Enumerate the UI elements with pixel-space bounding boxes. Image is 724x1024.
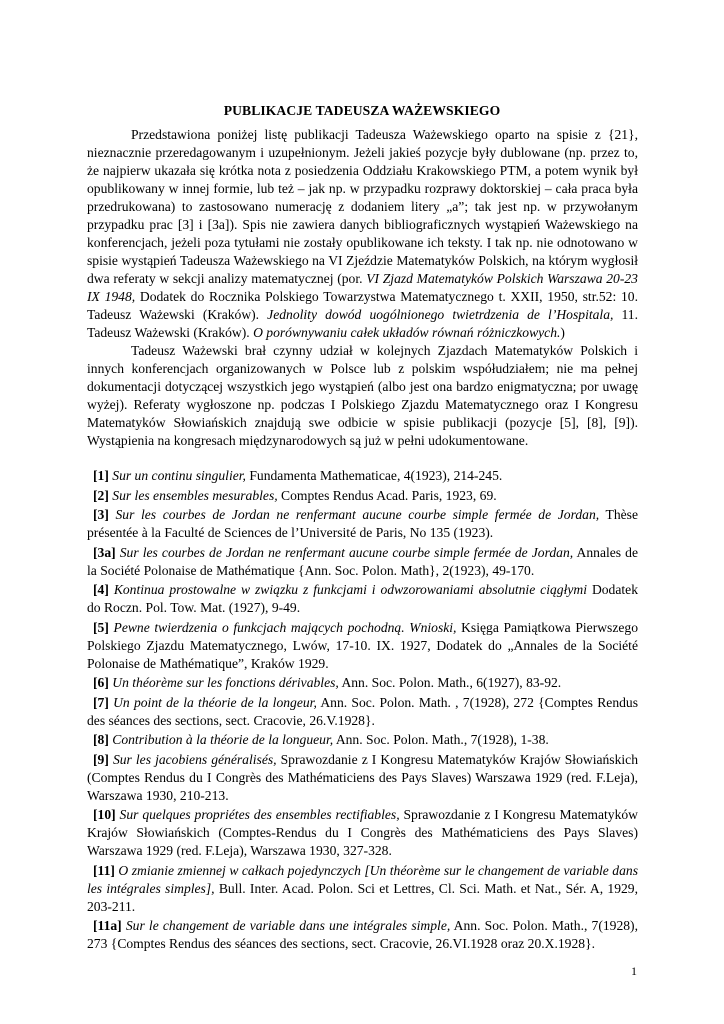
- publication-entry: [87, 487, 638, 505]
- publication-entry: [87, 506, 638, 542]
- publication-title: Un théorème sur les fonctions dérivables,: [112, 675, 339, 690]
- intro-talk-title: Jednolity dowód uogólnionego twietrdzenia de l’Hospitala,: [267, 307, 614, 322]
- publication-source: Fundamenta Mathematicae, 4(1923), 214-245.: [245, 468, 503, 483]
- publication-number: [3a]: [93, 544, 116, 560]
- intro-text: Przedstawiona poniżej listę publikacji Tadeusza Ważewskiego oparto na spisie z {21}, nieznacznie przeredagowanym i uzupełnionym. Jeżeli jakieś pozycje były dublowane (np. przez to, że najpierw ukazała się krótka nota z posiedzenia Oddziału Krakowskiego PTM, a potem wynik był opublikowany w innej formie, lub też – jak np. w przypadku rozprawy doktorskiej – cała praca była przedrukowana) to zastosowano numerację z dodaniem litery „a”; tak jest np. w przywołanym przypadku prac [3] i [3a]). Spis nie zawiera danych bibliograficznych wystąpień Ważewskiego na konferencjach, jeżeli poza tytułami nie zostały opublikowane ich teksty. I tak np. nie odnotowano w spisie wystąpień Tadeusza Ważewskiego na VI Zjeździe Matematyków Polskich, na którym wygłosił dwa referaty w sekcji analizy matematycznej (por.: [87, 127, 638, 286]
- intro-paragraph-1: [87, 126, 638, 342]
- publication-list: [87, 467, 638, 955]
- publication-source: Księga Pamiątkowa Pierwszego Polskiego Zjazdu Matematycznego, Lwów, 17-10. IX. 1927, Dodatek do „Annales de la Société Polonaise de Mathématique”, Kraków 1929.: [87, 619, 639, 671]
- publication-entry: [87, 806, 638, 860]
- publication-title: Contribution à la théorie de la longueur,: [112, 732, 334, 747]
- publication-number: [4]: [93, 582, 109, 597]
- publication-title: Sur les courbes de Jordan ne renfermant aucune courbe simple fermée de Jordan,: [115, 507, 600, 522]
- publication-entry: [87, 544, 638, 580]
- publication-source: Ann. Soc. Polon. Math., 6(1927), 83-92.: [338, 675, 562, 690]
- publication-source: Ann. Soc. Polon. Math. , 7(1928), 272 {Comptes Rendus des séances des sections, sect. Cracovie, 26.V.1928}.: [87, 694, 638, 728]
- intro-talk-title: O porównywaniu całek układów równań różniczkowych.: [253, 325, 561, 340]
- page-title: PUBLIKACJE TADEUSZA WAŻEWSKIEGO: [223, 103, 501, 118]
- publication-title: Pewne twierdzenia o funkcjach mających pochodną. Wnioski,: [113, 619, 457, 635]
- publication-source: Annales de la Société Polonaise de Mathématique {Ann. Soc. Polon. Math}, 2(1923), 49-170.: [87, 544, 638, 578]
- publication-source: Ann. Soc. Polon. Math., 7(1928), 1-38.: [333, 732, 549, 747]
- publication-title: Sur quelques propriétes des ensembles rectifiables,: [119, 807, 400, 822]
- introduction: [87, 126, 638, 450]
- publication-entry: [87, 694, 638, 730]
- publication-entry: [87, 751, 638, 805]
- publication-entry: [87, 619, 638, 673]
- publication-number: [2]: [93, 487, 109, 503]
- publication-source: Bull. Inter. Acad. Polon. Sci et Lettres, Cl. Sci. Math. et Nat., Sér. A, 1929, 203-211.: [87, 880, 638, 914]
- publication-entry: [87, 917, 638, 953]
- publication-source: Thèse présentée à la Faculté de Sciences de l’Université de Paris, No 135 (1923).: [87, 507, 638, 540]
- intro-text: 11. Tadeusz Ważewski (Kraków).: [87, 307, 638, 340]
- publication-title: Kontinua prostowalne w związku z funkcjami i odwzorowaniami absolutnie ciągłymi: [113, 582, 587, 597]
- publication-source: Dodatek do Roczn. Pol. Tow. Mat. (1927), 9-49.: [87, 582, 638, 615]
- intro-text: Dodatek do Rocznika Polskiego Towarzystwa Matematycznego t. XXII, 1950, str.52: 10. Tadeusz Ważewski (Kraków).: [87, 289, 638, 322]
- publication-number: [11a]: [93, 918, 122, 933]
- publication-source: Ann. Soc. Polon. Math., 7(1928), 273 {Comptes Rendus des séances des sections, sect. Cracovie, 26.VI.1928 oraz 20.X.1928}.: [87, 918, 638, 951]
- publication-number: [5]: [93, 619, 109, 635]
- publication-source: Sprawozdanie z I Kongresu Matematyków Krajów Słowiańskich (Comptes Rendus du I Congrès des Mathématiciens des Pays Slaves) Warszawa 1929 (red. F.Leja), Warszawa 1930, 210-213.: [87, 751, 638, 803]
- publication-number: [10]: [93, 807, 116, 822]
- publication-title: Sur les ensembles mesurables,: [112, 487, 278, 503]
- publication-number: [6]: [93, 675, 109, 690]
- publication-source: Sprawozdanie z I Kongresu Matematyków Krajów Słowiańskich (Comptes-Rendus du I Congrès des Mathématiciens des Pays Slaves) Warszawa 1929 (red. F.Leja), Warszawa 1930, 327-328.: [87, 807, 638, 858]
- publication-number: [11]: [93, 862, 115, 878]
- publication-title: Un point de la théorie de la longeur,: [113, 694, 317, 710]
- publication-entry: [87, 731, 638, 749]
- publication-title: O zmianie zmiennej w całkach pojedynczych [Un théorème sur le changement de variable dans les intégrales simples],: [87, 862, 638, 896]
- publication-entry: [87, 581, 638, 617]
- publication-title: Sur un continu singulier,: [112, 468, 246, 483]
- publication-entry: [87, 674, 638, 692]
- intro-text: ): [560, 325, 565, 340]
- publication-number: [9]: [93, 751, 109, 767]
- publication-source: Comptes Rendus Acad. Paris, 1923, 69.: [277, 487, 497, 503]
- publication-number: [1]: [93, 468, 109, 483]
- publication-number: [3]: [93, 507, 109, 522]
- publication-entry: [87, 862, 638, 916]
- intro-paragraph-2: Tadeusz Ważewski brał czynny udział w kolejnych Zjazdach Matematyków Polskich i innych konferencjach organizowanych w Polsce lub z polskim współudziałem; nie ma pełnej dokumentacji dotyczącej wszystkich jego wystąpień (albo jest ona bardzo enigmatyczna; por uwagę wyżej). Referaty wygłoszone np. podczas I Polskiego Zjazdu Matematycznego oraz I Kongresu Matematyków Słowiańskich znajdują swe odbicie w spisie publikacji (pozycje [5], [8], [9]). Wystąpienia na kongresach międzynarodowych są już w pełni udokumentowane.: [87, 343, 638, 448]
- page-number: 1: [631, 964, 637, 978]
- publication-number: [8]: [93, 732, 109, 747]
- publication-title: Sur les courbes de Jordan ne renfermant aucune courbe simple fermée de Jordan,: [119, 544, 574, 560]
- intro-citation-title: VI Zjazd Matematyków Polskich Warszawa 20-23 IX 1948,: [87, 271, 638, 304]
- publication-title: Sur les jacobiens généralisés,: [112, 751, 277, 767]
- publication-number: [7]: [93, 694, 109, 710]
- publication-entry: [87, 467, 638, 485]
- publication-title: Sur le changement de variable dans une intégrales simple,: [125, 918, 451, 933]
